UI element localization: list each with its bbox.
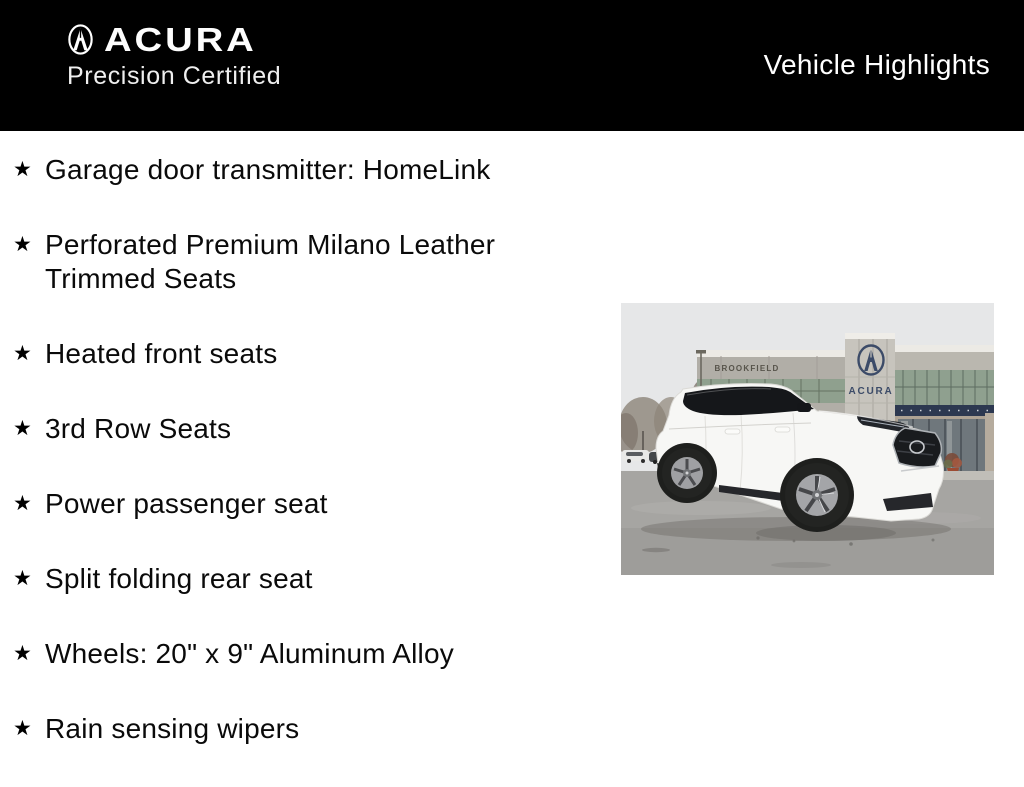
header-bar bbox=[0, 0, 1024, 131]
star-bullet-icon: ★ bbox=[13, 158, 32, 181]
list-item bbox=[13, 153, 565, 187]
list-item bbox=[13, 337, 565, 371]
list-item-text: 3rd Row Seats bbox=[45, 413, 232, 444]
suv-front-wheel bbox=[780, 458, 854, 532]
star-bullet-icon: ★ bbox=[13, 417, 32, 440]
list-item bbox=[13, 228, 565, 296]
list-item-text: Garage door transmitter: HomeLink bbox=[45, 154, 491, 185]
brand-wordmark: ACURA bbox=[104, 21, 257, 58]
dealership-sign-text: BROOKFIELD bbox=[714, 364, 780, 373]
vehicle-photo-scene bbox=[621, 303, 994, 575]
list-item bbox=[13, 712, 565, 746]
suv-mirror bbox=[797, 403, 811, 412]
list-item-text: Split folding rear seat bbox=[45, 563, 313, 594]
suv-rear-wheel bbox=[657, 443, 717, 503]
list-item bbox=[13, 562, 565, 596]
acura-sign-text: ACURA bbox=[848, 386, 894, 397]
list-item-text: Rain sensing wipers bbox=[45, 713, 300, 744]
page-title: Vehicle Highlights bbox=[763, 49, 990, 80]
star-bullet-icon: ★ bbox=[13, 717, 32, 740]
list-item bbox=[13, 637, 565, 671]
brand-tagline: Precision Certified bbox=[67, 62, 282, 90]
list-item-text: Power passenger seat bbox=[45, 488, 328, 519]
list-item-text: Perforated Premium Milano Leather Trimmed Seats bbox=[45, 229, 496, 294]
acura-emblem-icon bbox=[64, 21, 97, 58]
list-item bbox=[13, 412, 565, 446]
highlights-list bbox=[13, 153, 565, 787]
list-item-text: Wheels: 20" x 9" Aluminum Alloy bbox=[45, 638, 454, 669]
star-bullet-icon: ★ bbox=[13, 342, 32, 365]
suv-grille bbox=[893, 428, 941, 467]
star-bullet-icon: ★ bbox=[13, 492, 32, 515]
awning-band bbox=[895, 405, 994, 416]
brand-lockup bbox=[64, 21, 281, 89]
list-item bbox=[13, 487, 565, 521]
vehicle-photo bbox=[621, 303, 994, 575]
star-bullet-icon: ★ bbox=[13, 233, 32, 256]
list-item-text: Heated front seats bbox=[45, 338, 278, 369]
star-bullet-icon: ★ bbox=[13, 642, 32, 665]
star-bullet-icon: ★ bbox=[13, 567, 32, 590]
